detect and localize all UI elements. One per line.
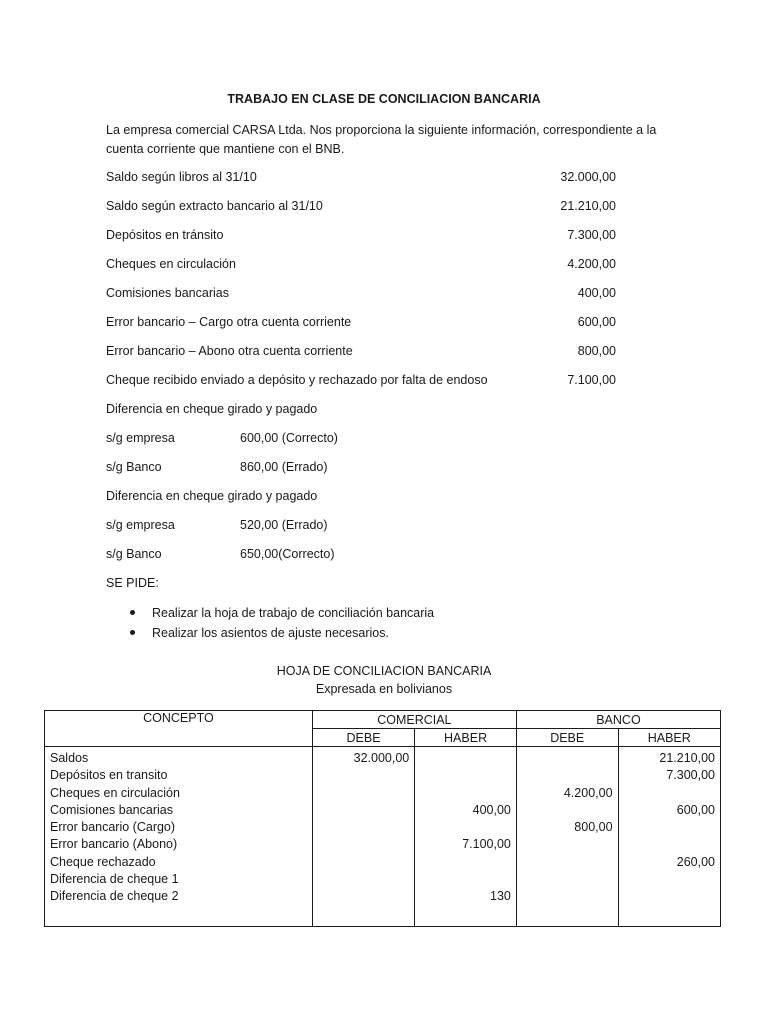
worksheet-heading [0,662,768,698]
row-amount: 32.000,00 [353,751,410,765]
info-item [106,344,616,362]
column-banco-haber [618,747,720,927]
row-amount [318,819,409,836]
info-item [106,257,616,275]
diferencia2-banco: s/g Banco 650,00(Correcto) [106,547,335,561]
info-item-label: Comisiones bancarias [106,286,229,300]
info-item-label: Error bancario – Abono otra cuenta corriente [106,344,353,358]
row-amount [624,836,715,853]
intro-paragraph: La empresa comercial CARSA Ltda. Nos proporciona la siguiente información, correspondiente a la cuenta corriente que mantiene con el BNB. [106,123,657,156]
diferencia1-empresa: s/g empresa 600,00 (Correcto) [106,431,338,445]
row-concepto: Error bancario (Cargo) [50,820,176,835]
task-list [128,604,434,644]
row-amount [318,785,409,802]
row-amount [522,871,613,888]
row-amount [522,767,613,784]
column-comercial-haber [415,747,517,927]
row-amount [318,767,409,784]
table-header-row [45,711,721,729]
diferencia1-heading: Diferencia en cheque girado y pagado [106,402,318,416]
row-amount [318,888,409,905]
info-item [106,199,616,217]
row-amount [318,802,409,819]
info-item-amount: 7.300,00 [567,228,616,242]
info-item [106,228,616,246]
info-item-amount: 800,00 [577,344,616,358]
info-item-amount: 400,00 [577,286,616,300]
row-amount: 400,00 [472,802,511,817]
row-amount: 4.200,00 [563,785,613,800]
column-banco-debe [516,747,618,927]
row-amount: 600,00 [676,802,715,817]
info-item [106,286,616,304]
row-concepto: Depósitos en transito [50,768,168,783]
row-concepto: Error bancario (Abono) [50,837,178,852]
row-amount [420,785,511,802]
info-item-label: Error bancario – Cargo otra cuenta corriente [106,315,352,329]
row-amount [522,836,613,853]
row-concepto: Comisiones bancarias [50,802,173,817]
row-amount: 7.100,00 [462,837,511,852]
row-concepto: Saldos [50,751,89,765]
diferencia1-banco: s/g Banco 860,00 (Errado) [106,460,328,474]
worksheet-subtitle: Expresada en bolivianos [315,682,453,696]
info-item-amount: 600,00 [577,315,616,329]
row-amount [624,785,715,802]
row-concepto: Cheque rechazado [50,854,156,869]
row-amount [624,819,715,836]
info-item-label: Cheque recibido enviado a depósito y rechazado por falta de endoso [106,373,488,387]
reconciliation-table [44,710,721,927]
row-amount [420,767,511,784]
row-amount [420,854,511,871]
info-item [106,315,616,333]
row-amount [522,802,613,819]
header-banco-haber: HABER [618,729,720,747]
row-amount [318,836,409,853]
info-item-amount: 4.200,00 [567,257,616,271]
row-amount [624,888,715,905]
row-amount [420,750,511,767]
row-amount [522,854,613,871]
header-banco: BANCO [516,711,720,729]
document-title: TRABAJO EN CLASE DE CONCILIACION BANCARIA [227,92,541,106]
bullet-icon [130,630,135,635]
row-amount: 800,00 [574,820,613,835]
diferencia2-heading: Diferencia en cheque girado y pagado [106,489,318,503]
info-item [106,373,616,391]
header-concepto: CONCEPTO [45,711,313,747]
info-item-label: Saldo según libros al 31/10 [106,170,257,184]
task-item: Realizar la hoja de trabajo de conciliación bancaria [128,604,434,624]
worksheet-title: HOJA DE CONCILIACION BANCARIA [276,664,492,678]
row-amount [522,750,613,767]
row-amount: 130 [490,889,511,904]
info-item [106,170,616,188]
info-item-label: Cheques en circulación [106,257,236,271]
header-comercial-haber: HABER [415,729,517,747]
info-item-amount: 21.210,00 [560,199,616,213]
info-item-amount: 32.000,00 [560,170,616,184]
row-amount [522,888,613,905]
row-concepto: Diferencia de cheque 2 [50,889,179,904]
table-body-row [45,747,721,927]
row-amount [318,871,409,888]
diferencia2-empresa: s/g empresa 520,00 (Errado) [106,518,328,532]
task-item: Realizar los asientos de ajuste necesarios. [128,624,434,644]
row-concepto: Cheques en circulación [50,785,180,800]
row-concepto: Diferencia de cheque 1 [50,872,179,887]
info-item-amount: 7.100,00 [567,373,616,387]
header-comercial: COMERCIAL [312,711,516,729]
info-item-label: Depósitos en tránsito [106,228,224,242]
row-amount [318,854,409,871]
row-amount [420,819,511,836]
column-comercial-debe [312,747,414,927]
row-amount: 260,00 [676,854,715,869]
bullet-icon [130,610,135,615]
row-amount: 21.210,00 [659,751,715,765]
column-concepto [45,747,313,927]
header-banco-debe: DEBE [516,729,618,747]
row-amount [624,871,715,888]
se-pide-heading: SE PIDE: [106,576,159,590]
row-amount: 7.300,00 [666,768,715,783]
header-comercial-debe: DEBE [312,729,414,747]
row-amount [420,871,511,888]
info-item-label: Saldo según extracto bancario al 31/10 [106,199,323,213]
